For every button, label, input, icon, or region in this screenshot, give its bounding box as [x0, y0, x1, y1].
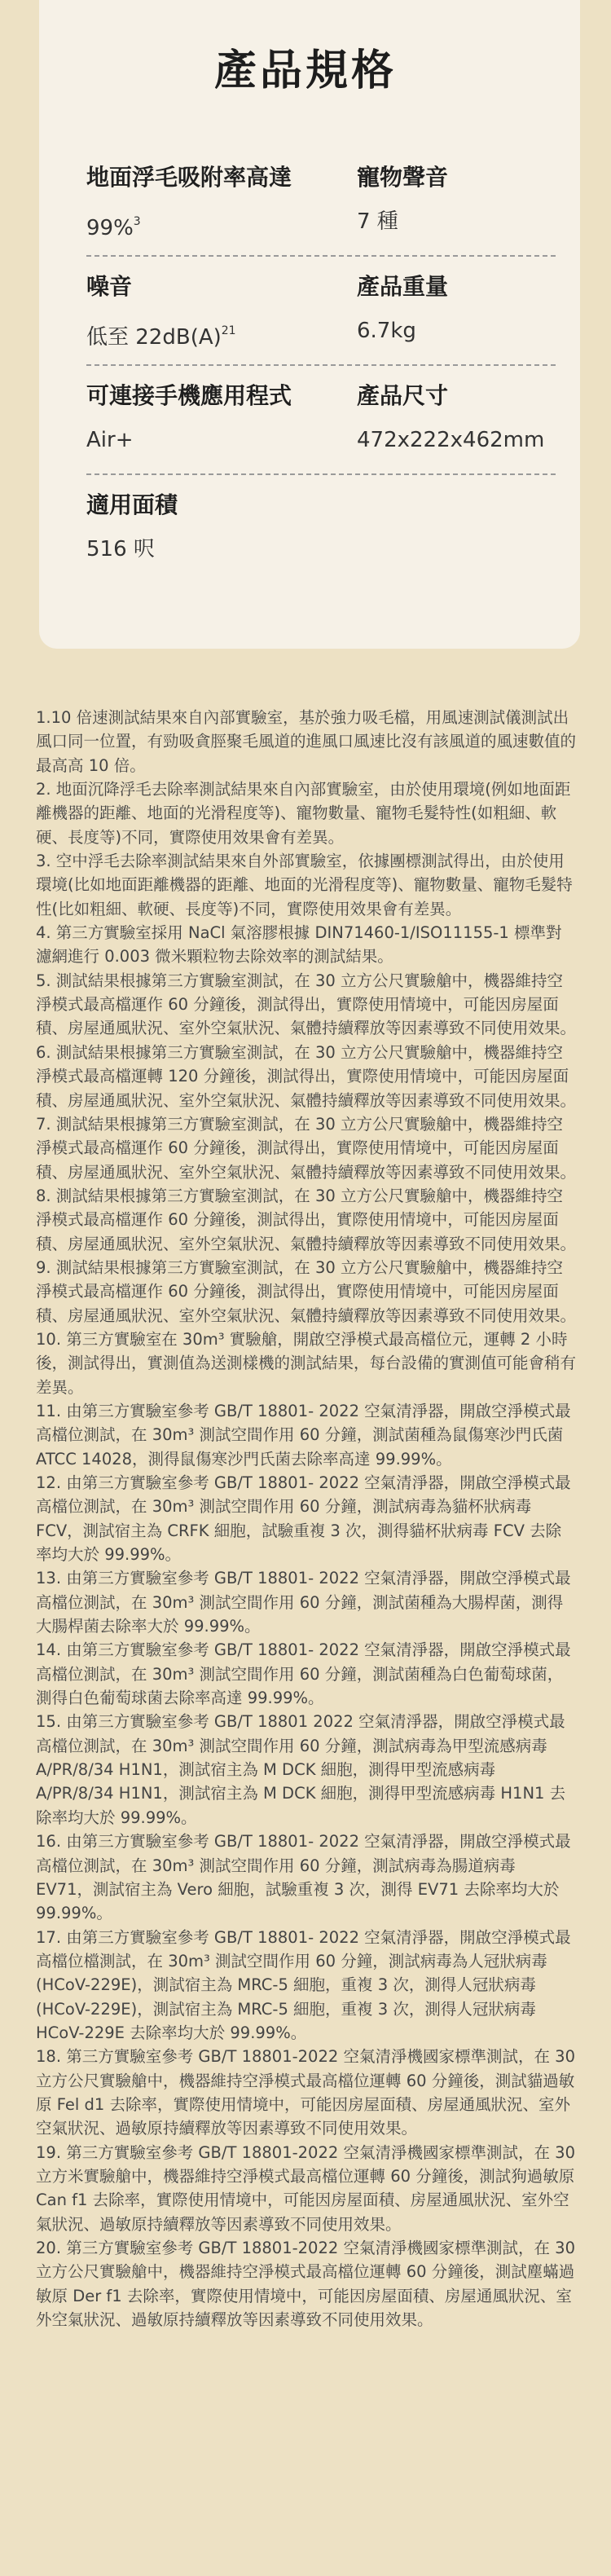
footnote: 5. 測試結果根據第三方實驗室測試，在 30 立方公尺實驗艙中，機器維持空淨模式最高檔運作 60 分鐘後，測試得出，實際使用情境中，可能因房屋面積、房屋通風狀況、室外空氣狀況、氣體持續釋放等因素導致不同使用效果。	[36, 971, 577, 1038]
spec-size	[357, 381, 569, 453]
spec-weight-label: 產品重量	[357, 273, 449, 300]
spec-pet-sound-value: 7 種	[357, 209, 398, 234]
footnotes-list	[36, 706, 577, 2332]
page-title: 產品規格	[213, 46, 397, 95]
footnote: 11. 由第三方實驗室參考 GB/T 18801- 2022 空氣清淨器，開啟空淨模式最高檔位測試，在 30m³ 測試空間作用 60 分鐘，測試菌種為鼠傷寒沙門氏菌 ATCC 14028，測得鼠傷寒沙門氏菌去除率高達 99.99%。	[36, 1401, 571, 1469]
footnote: 14. 由第三方實驗室參考 GB/T 18801- 2022 空氣清淨器，開啟空淨模式最高檔位測試，在 30m³ 測試空間作用 60 分鐘，測試菌種為白色葡萄球菌，測得白色葡萄球菌去除率高達 99.99%。	[36, 1640, 571, 1708]
spec-suction-value: 99%$^3$	[86, 215, 141, 240]
spec-pet-sound	[357, 163, 569, 235]
spec-size-value: 472x222x462mm	[357, 428, 545, 452]
spec-area-label: 適用面積	[86, 491, 178, 518]
footnote: 10. 第三方實驗室在 30m³ 實驗艙，開啟空淨模式最高檔位元，運轉 2 小時後，測試得出，實測值為送測樣機的測試結果，每台設備的實測值可能會稍有差異。	[36, 1329, 577, 1397]
spec-area	[86, 491, 298, 562]
spec-noise-label: 噪音	[86, 273, 133, 300]
spec-area-value: 516 呎	[86, 537, 155, 561]
footnote: 18. 第三方實驗室參考 GB/T 18801-2022 空氣清淨機國家標準測試，在 30 立方公尺實驗艙中，機器維持空淨模式最高檔位運轉 60 分鐘後，測試貓過敏原 Fel d1 去除率，實際使用情境中，可能因房屋面積、房屋通風狀況、室外空氣狀況、過敏原持續釋放等因素導致不同使用效果。	[36, 2047, 575, 2138]
divider	[86, 255, 556, 257]
divider	[86, 364, 556, 366]
footnote: 6. 測試結果根據第三方實驗室測試，在 30 立方公尺實驗艙中，機器維持空淨模式最高檔運轉 120 分鐘後，測試得出，實際使用情境中，可能因房屋面積、房屋通風狀況、室外空氣狀況、氣體持續釋放等因素導致不同使用效果。	[36, 1042, 577, 1110]
footnote: 19. 第三方實驗室參考 GB/T 18801-2022 空氣清淨機國家標準測試，在 30 立方米實驗艙中，機器維持空淨模式最高檔位運轉 60 分鐘後，測試狗過敏原 Can f1 去除率，實際使用情境中，可能因房屋面積、房屋通風狀況、室外空氣狀況、過敏原持續釋放等因素導致不同使用效果。	[36, 2142, 575, 2234]
footnote: 12. 由第三方實驗室參考 GB/T 18801- 2022 空氣清淨器，開啟空淨模式最高檔位測試，在 30m³ 測試空間作用 60 分鐘，測試病毒為貓杯狀病毒 FCV，測試宿主為 CRFK 細胞，試驗重複 3 次，測得貓杯狀病毒 FCV 去除率均大於 99.99%。	[36, 1473, 571, 1565]
footnote: 20. 第三方實驗室參考 GB/T 18801-2022 空氣清淨機國家標準測試，在 30 立方公尺實驗艙中，機器維持空淨模式最高檔位運轉 60 分鐘後，測試塵蟎過敏原 Der f1 去除率，實際使用情境中，可能因房屋面積、房屋通風狀況、室外空氣狀況、過敏原持續釋放等因素導致不同使用效果。	[36, 2239, 575, 2330]
spec-suction-label: 地面浮毛吸附率高達	[86, 164, 292, 191]
spec-pet-sound-label: 寵物聲音	[357, 164, 449, 191]
footnote: 13. 由第三方實驗室參考 GB/T 18801- 2022 空氣清淨器，開啟空淨模式最高檔位測試，在 30m³ 測試空間作用 60 分鐘，測試菌種為大腸桿菌，測得大腸桿菌去除率大於 99.99%。	[36, 1569, 571, 1636]
footnote: 16. 由第三方實驗室參考 GB/T 18801- 2022 空氣清淨器，開啟空淨模式最高檔位測試，在 30m³ 測試空間作用 60 分鐘，測試病毒為腸道病毒 EV71，測試宿主為 Vero 細胞，試驗重複 3 次，測得 EV71 去除率均大於 99.99%。	[36, 1832, 571, 1923]
spec-app	[86, 381, 355, 453]
footnote: 4. 第三方實驗室採用 NaCl 氣溶膠根據 DIN71460-1/ISO11155-1 標準對濾網進行 0.003 微米顆粒物去除效率的測試結果。	[36, 923, 562, 967]
spec-size-label: 產品尺寸	[357, 382, 449, 409]
spec-app-value: Air+	[86, 428, 134, 452]
footnote-ref: 21	[221, 324, 236, 337]
footnote: 8. 測試結果根據第三方實驗室測試，在 30 立方公尺實驗艙中，機器維持空淨模式最高檔運作 60 分鐘後，測試得出，實際使用情境中，可能因房屋面積、房屋通風狀況、室外空氣狀況、氣體持續釋放等因素導致不同使用效果。	[36, 1186, 577, 1253]
footnote: 3. 空中浮毛去除率測試結果來自外部實驗室，依據團標測試得出，由於使用環境(比如地面距離機器的距離、地面的光滑程度等)、寵物數量、寵物毛髮特性(比如粗細、軟硬、長度等)不同，實際使用效果會有差異。	[36, 852, 573, 918]
footnote: 7. 測試結果根據第三方實驗室測試，在 30 立方公尺實驗艙中，機器維持空淨模式最高檔運作 60 分鐘後，測試得出，實際使用情境中，可能因房屋面積、房屋通風狀況、室外空氣狀況、氣體持續釋放等因素導致不同使用效果。	[36, 1114, 577, 1182]
footnote-ref: 3	[133, 215, 141, 228]
footnote: 15. 由第三方實驗室參考 GB/T 18801 2022 空氣清淨器，開啟空淨模式最高檔位測試，在 30m³ 測試空間作用 60 分鐘，測試病毒為甲型流感病毒 A/PR/8/34 H1N1，測試宿主為 M DCK 細胞，測得甲型流感病毒 A/PR/8/34 H1N1，測試宿主為 M DCK 細胞，測得甲型流感病毒 H1N1 去除率均大於 99.99%。	[36, 1712, 566, 1827]
spec-noise-value: 低至 $22dB(A)^{21}$	[86, 324, 236, 350]
footnote: 9. 測試結果根據第三方實驗室測試，在 30 立方公尺實驗艙中，機器維持空淨模式最高檔運作 60 分鐘後，測試得出，實際使用情境中，可能因房屋面積、房屋通風狀況、室外空氣狀況、氣體持續釋放等因素導致不同使用效果。	[36, 1257, 577, 1325]
footnote: 1.10 倍速測試結果來自內部實驗室，基於強力吸毛檔，用風速測試儀測試出風口同一位置，有勁吸貪脛聚毛風道的進風口風速比沒有該風道的風速數值的最高高 10 倍。	[36, 708, 577, 775]
footnote: 2. 地面沉降浮毛去除率測試結果來自內部實驗室，由於使用環境(例如地面距離機器的距離、地面的光滑程度等)、寵物數量、寵物毛髮特性(如粗細、軟硬、長度等)不同，實際使用效果會有差異。	[36, 780, 571, 847]
spec-weight	[357, 272, 569, 344]
divider	[86, 473, 556, 475]
spec-noise	[86, 272, 298, 350]
footnote: 17. 由第三方實驗室參考 GB/T 18801- 2022 空氣清淨器，開啟空淨模式最高檔位檔測試，在 30m³ 測試空間作用 60 分鐘，測試病毒為人冠狀病毒(HCoV-229E)，測試宿主為 MRC-5 細胞，重複 3 次，測得人冠狀病毒(HCoV-229E)，測試宿主為 MRC-5 細胞，重複 3 次，測得人冠狀病毒 HCoV-229E 去除率均大於 99.99%。	[36, 1927, 571, 2042]
spec-weight-value: 6.7kg	[357, 319, 416, 343]
spec-app-label: 可連接手機應用程式	[86, 382, 292, 409]
spec-suction	[86, 163, 347, 241]
